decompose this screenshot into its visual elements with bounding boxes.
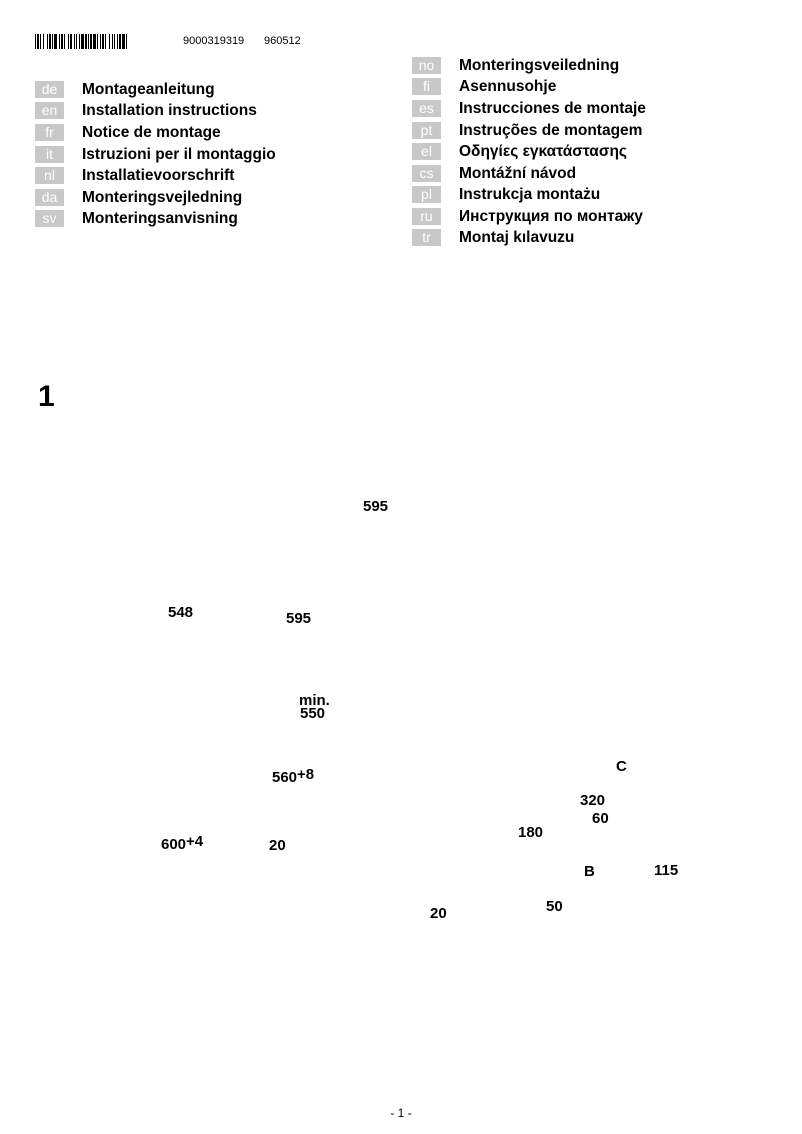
language-title: Montageanleitung (82, 81, 215, 98)
dimension-50: 50 (546, 898, 563, 915)
dimension-value: 560 (272, 769, 298, 786)
language-title: Installation instructions (82, 102, 257, 119)
dimension-gap-left: 20 (269, 837, 286, 854)
dimension-depth: 548 (168, 604, 194, 621)
dimension-min-value: 550 (300, 705, 326, 722)
dimension-gap-bottom: 20 (430, 905, 447, 922)
label-b: B (584, 863, 595, 880)
label-c: C (616, 758, 627, 775)
barcode (35, 34, 183, 49)
language-code: pt (412, 122, 441, 139)
dimension-niche-width (272, 766, 315, 786)
language-code: tr (412, 229, 441, 246)
page-number: - 1 - (390, 1106, 412, 1120)
language-code: cs (412, 165, 441, 182)
dimension-180: 180 (518, 824, 544, 841)
language-title: Istruzioni per il montaggio (82, 146, 276, 163)
language-code: no (412, 57, 441, 74)
language-code: es (412, 100, 441, 117)
language-title: Monteringsanvisning (82, 210, 238, 227)
language-code: da (35, 189, 64, 206)
language-code: ru (412, 208, 441, 225)
figure-number: 1 (38, 380, 55, 413)
dimension-min-label: min. (299, 692, 330, 709)
language-code: pl (412, 186, 441, 203)
language-title: Instrukcja montażu (459, 186, 601, 203)
dimension-60: 60 (592, 810, 609, 827)
language-title: Notice de montage (82, 124, 221, 141)
language-code: fi (412, 78, 441, 95)
language-code: en (35, 102, 64, 119)
dimension-niche-height (161, 833, 204, 853)
language-title: Monteringsvejledning (82, 189, 243, 206)
dimension-115: 115 (654, 862, 679, 879)
language-title: Instrucciones de montaje (459, 100, 646, 117)
language-title: Montaj kılavuzu (459, 229, 575, 246)
language-code: it (35, 146, 64, 163)
language-code: fr (35, 124, 64, 141)
dimension-320: 320 (580, 792, 606, 809)
dimension-tolerance: +8 (297, 766, 315, 783)
dimension-value: 600 (161, 836, 187, 853)
language-title: Asennusohje (459, 78, 557, 95)
language-code: nl (35, 167, 64, 184)
document-code: 9000319319 (183, 35, 245, 47)
language-code: de (35, 81, 64, 98)
language-code: el (412, 143, 441, 160)
document-date: 960512 (264, 35, 301, 47)
language-title: Installatievoorschrift (82, 167, 235, 184)
dimension-width: 595 (286, 610, 312, 627)
language-title: Monteringsveiledning (459, 57, 620, 74)
language-title: Instruções de montagem (459, 122, 643, 139)
dimension-top-width: 595 (363, 498, 389, 515)
dimension-tolerance: +4 (186, 833, 204, 850)
language-code: sv (35, 210, 64, 227)
language-title: Οδηγίες εγκατάστασης (459, 143, 627, 160)
language-title: Инструкция по монтажу (459, 208, 643, 225)
language-title: Montážní návod (459, 165, 577, 182)
